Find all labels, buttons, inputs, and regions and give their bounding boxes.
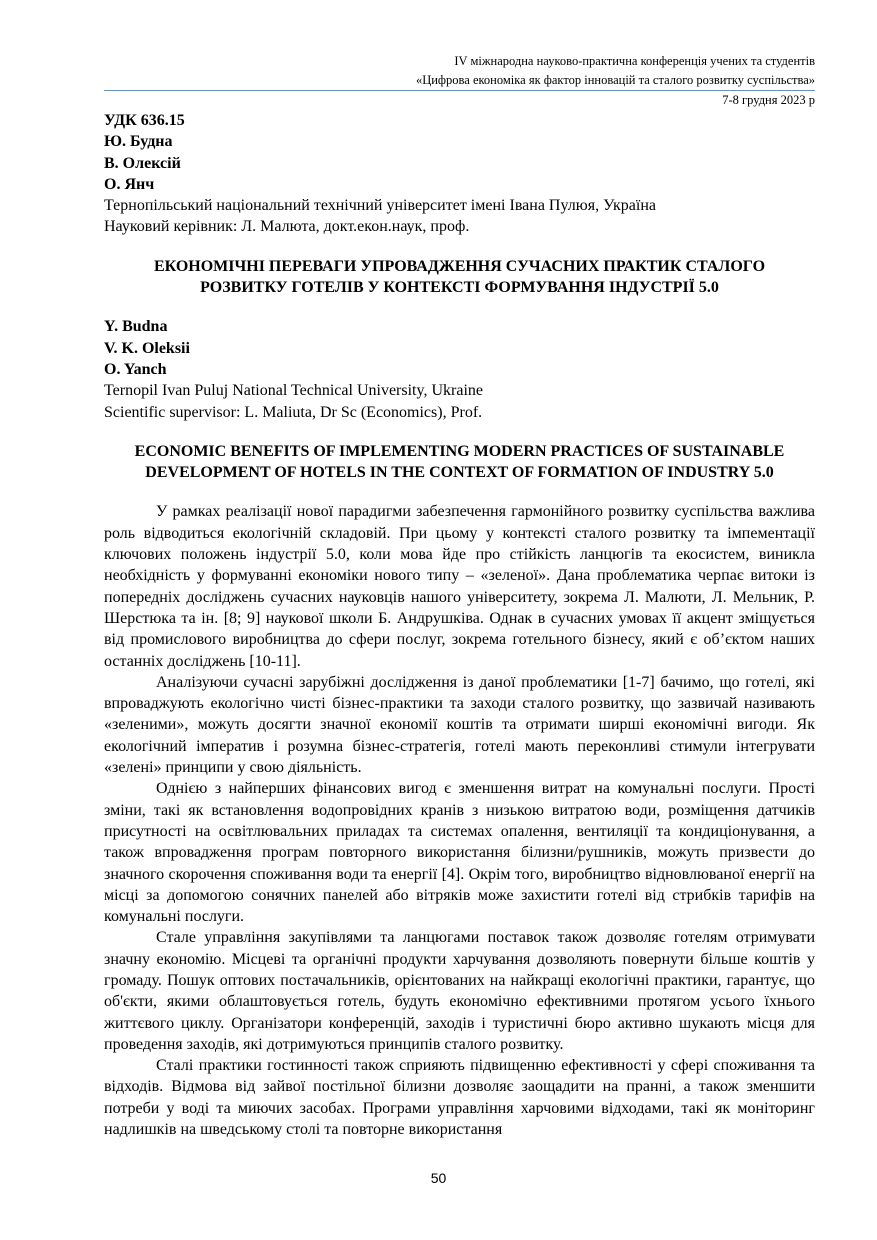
author-en-1: Y. Budna bbox=[104, 318, 168, 336]
header-rule bbox=[104, 90, 815, 91]
page-number: 50 bbox=[430, 1170, 447, 1186]
paragraph-1: У рамках реалізації нової парадигми забезпечення гармонійного розвитку суспільства важлива роль відводиться екологічній складовій. При цьому у контексті сталого розвитку та імпементації ключових положень індустрії 5.0, коли мова йде про стійкість ланцюгів та екосистем, виникла необхідність у формуванні економіки нового типу – «зеленої». Дана проблематика черпає витоки із попередніх досліджень сучасних науковців нашого університету, зокрема Л. Малюти, Л. Мельник, Р. Шерстюка та ін. [8; 9] наукової школи Б. Андрушківа. Однак в сучасних умовах її акцент зміщується від промислового виробництва до сфери послуг, зокрема готельного бізнесу, який є об’єктом наших останніх досліджень [10-11]. bbox=[104, 503, 815, 670]
author-en-3: O. Yanch bbox=[104, 360, 167, 378]
paragraph-4: Стале управління закупівлями та ланцюгами поставок також дозволяє готелям отримувати значну економію. Місцеві та органічні продукти харчування дозволяють повернути більше коштів у громаду. Пошук оптових постачальників, орієнтованих на найкращі екологічні практики, гарантує, що об'єкти, якими облаштовується готель, будуть економічно ефективними протягом усього їхнього життєвого циклу. Організатори конференцій, заходів і туристичні бюро активно шукають місця для проведення заходів, які дотримуються принципів сталого розвитку. bbox=[104, 929, 815, 1053]
author-ua-2: В. Олексій bbox=[104, 154, 181, 172]
conference-theme: «Цифрова економіка як фактор інновацій та сталого розвитку суспільства» bbox=[415, 73, 815, 87]
paragraph-3: Однією з найперших фінансових вигод є зменшення витрат на комунальні послуги. Прості зміни, такі як встановлення водопровідних кранів з низькою витратою води, розміщення датчиків присутності на освітлювальних приладах та системах опалення, вентиляції та кондиціонування, а також впровадження програм повторного використання білизни/рушників, можуть призвести до значного скорочення споживання води та енергії [4]. Окрім того, виробництво відновлюваної енергії на місці за допомогою сонячних панелей або вітряків може захистити готелі від стрибків тарифів на комунальні послуги. bbox=[104, 780, 815, 926]
affiliation-en: Ternopil Ivan Puluj National Technical University, Ukraine bbox=[104, 382, 483, 400]
paragraph-5: Сталі практики гостинності також сприяють підвищенню ефективності у сфері споживання та відходів. Відмова від зайвої постільної білизни дозволяє заощадити на пранні, а також зменшити потреби у воді та миючих засобах. Програми управління харчовими відходами, такі як моніторинг надлишків на шведському столі та повторне використання bbox=[104, 1057, 815, 1139]
author-en-2: V. K. Oleksii bbox=[104, 339, 190, 357]
conference-name: IV міжнародна науково-практична конференція учених та студентів bbox=[454, 54, 815, 68]
title-ua: ЕКОНОМІЧНІ ПЕРЕВАГИ УПРОВАДЖЕННЯ СУЧАСНИХ ПРАКТИК СТАЛОГО РОЗВИТКУ ГОТЕЛІВ У КОНТЕКСТІ ФОРМУВАННЯ ІНДУСТРІЇ 5.0 bbox=[153, 257, 766, 297]
conference-date: 7-8 грудня 2023 р bbox=[722, 93, 815, 107]
paragraph-2: Аналізуючи сучасні зарубіжні дослідження із даної проблематики [1-7] бачимо, що готелі, які впроваджують екологічно чисті бізнес-практики та заходи сталого розвитку, що зазвичай називають «зеленими», можуть досягти значної економії коштів та отримати ширші економічні вигоди. Як екологічний імператив і розумна бізнес-стратегія, готелі мають переконливі стимули інтегрувати «зелені» принципи у свою діяльність. bbox=[104, 673, 815, 777]
supervisor-en: Scientific supervisor: L. Maliuta, Dr Sc (Economics), Prof. bbox=[104, 403, 483, 421]
affiliation-ua: Тернопільський національний технічний університет імені Івана Пулюя, Україна bbox=[104, 197, 656, 215]
udk-code: УДК 636.15 bbox=[104, 112, 185, 129]
running-header bbox=[115, 52, 815, 90]
title-en: ECONOMIC BENEFITS OF IMPLEMENTING MODERN PRACTICES OF SUSTAINABLE DEVELOPMENT OF HOTELS IN THE CONTEXT OF FORMATION OF INDUSTRY 5.0 bbox=[134, 442, 785, 482]
article-body bbox=[104, 110, 815, 1140]
author-ua-1: Ю. Будна bbox=[104, 133, 173, 151]
author-ua-3: О. Янч bbox=[104, 175, 155, 193]
supervisor-ua: Науковий керівник: Л. Малюта, докт.екон.наук, проф. bbox=[104, 218, 470, 236]
